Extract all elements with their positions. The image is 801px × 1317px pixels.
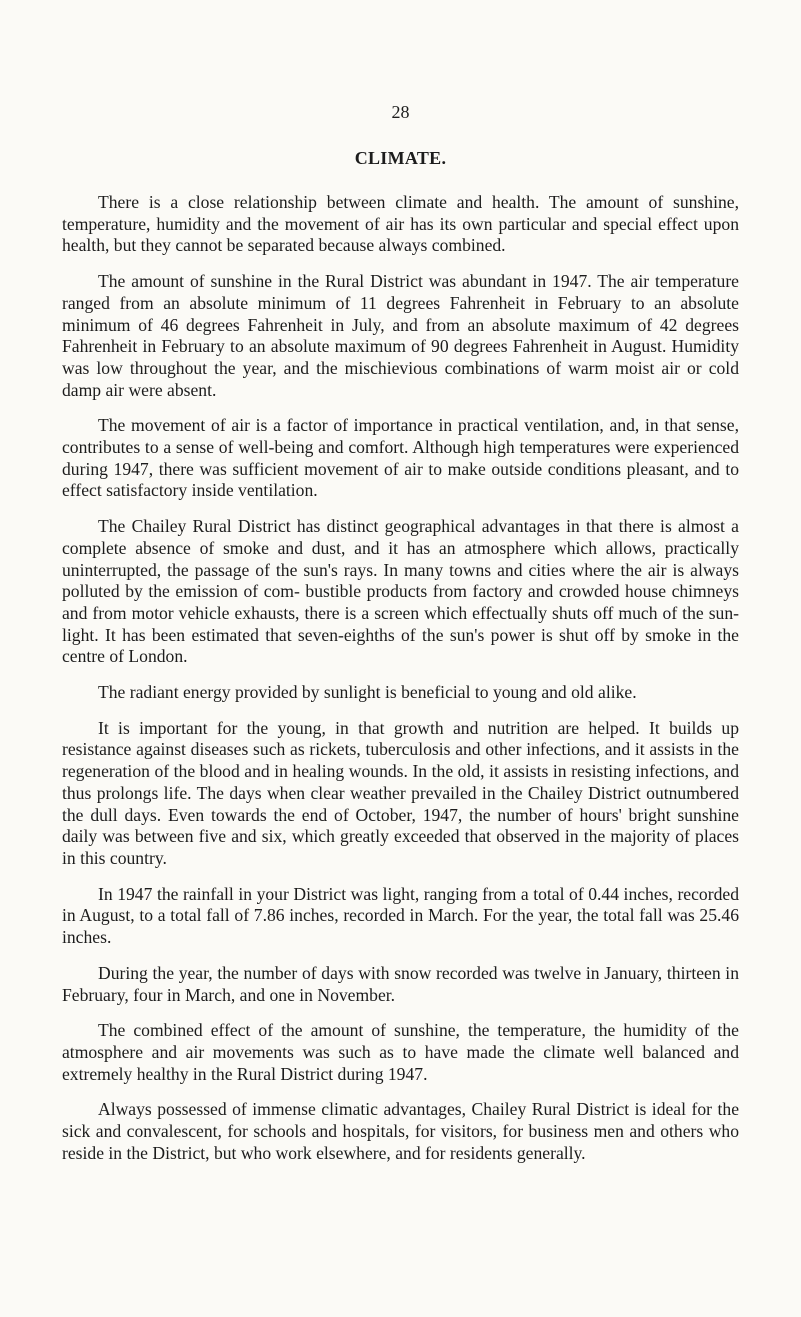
paragraph-intro: There is a close relationship between climate and health. The amount of sunshine, temperature, humidity and the movement of air has its own particular and special effect upon health, but they cannot be separated because always combined. (62, 192, 739, 256)
paragraph-snow: During the year, the number of days with snow recorded was twelve in January, thirteen in February, four in March, and one in November. (62, 962, 739, 1005)
page-number: 28 (391, 102, 410, 122)
paragraph-conclusion: Always possessed of immense climatic advantages, Chailey Rural District is ideal for the sick and convalescent, for schools and hospitals, for visitors, for business men and others who reside in the District, but who work elsewhere, and for residents generally. (62, 1099, 739, 1163)
paragraph-combined-effect: The combined effect of the amount of sunshine, the temperature, the humidity of the atmosphere and air movements was such as to have made the climate well balanced and extremely healthy in the Rural District during 1947. (62, 1020, 739, 1084)
paragraph-rainfall: In 1947 the rainfall in your District was light, ranging from a total of 0.44 inches, recorded in August, to a total fall of 7.86 inches, recorded in March. For the year, the total fall was 25.46 inches. (62, 883, 739, 948)
paragraph-geographical-advantages: The Chailey Rural District has distinct geographical advantages in that there is almost a complete absence of smoke and dust, and it has an atmosphere which allows, practically uninterrupted, the passage of the sun's rays. In many towns and cities where the air is always polluted by the emission of com- bustible products from factory and crowded house chimneys and from motor vehicle exhausts, there is a screen which effectually shuts off much of the sun- light. It has been estimated that seven-eighths of the sun's power is shut off by smoke in the centre of London. (62, 516, 739, 667)
paragraph-young-and-old: It is important for the young, in that growth and nutrition are helped. It builds up resistance against diseases such as rickets, tuberculosis and other infections, and it assists in the regeneration of the blood and in healing wounds. In the old, it assists in resisting infections, and thus prolongs life. The days when clear weather prevailed in the Chailey District outnumbered the dull days. Even towards the end of October, 1947, the number of hours' bright sunshine daily was between five and six, which greatly exceeded that observed in the majority of places in this country. (62, 717, 739, 868)
page-title: CLIMATE. (354, 148, 447, 168)
paragraph-radiant-energy: The radiant energy provided by sunlight is beneficial to young and old alike. (98, 682, 637, 703)
paragraph-sunshine-temperature: The amount of sunshine in the Rural District was abundant in 1947. The air temperature ranged from an absolute minimum of 11 degrees Fahrenheit in February to an absolute minimum of 46 degrees Fahrenheit in July, and from an absolute maximum of 42 degrees Fahrenheit in February to an absolute maximum of 90 degrees Fahrenheit in August. Humidity was low throughout the year, and the mischievious combinations of warm moist air or cold damp air were absent. (62, 271, 739, 400)
document-page (62, 100, 739, 1178)
paragraph-air-movement: The movement of air is a factor of importance in practical ventilation, and, in that sense, contributes to a sense of well-being and comfort. Although high temperatures were experienced during 1947, there was sufficient movement of air to make outside conditions pleasant, and to effect satisfactory inside ventilation. (62, 415, 739, 501)
